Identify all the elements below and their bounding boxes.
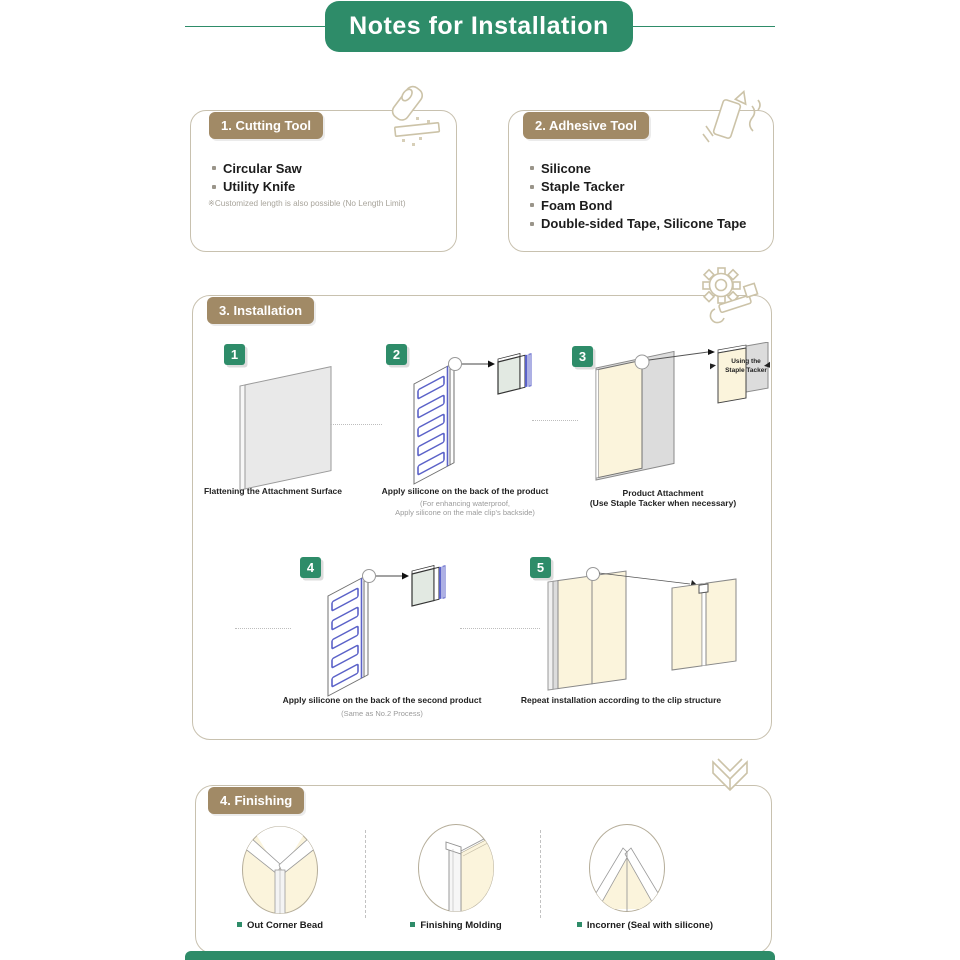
adhesive-item-label: Double-sided Tape, Silicone Tape [541, 216, 747, 232]
bullet-dot-icon [212, 185, 216, 189]
cutting-note: ※Customized length is also possible (No Length Limit) [208, 199, 406, 208]
gear-wrench-icon [697, 263, 761, 327]
adhesive-tool-heading [523, 112, 649, 139]
annotation-line: Staple Tacker [725, 367, 767, 374]
step2-silicone-diagram [398, 350, 543, 492]
finishing-label-block [545, 920, 745, 931]
dashed-divider [540, 830, 541, 918]
step2-subcaption: Apply silicone on the male clip's backside) [395, 508, 535, 517]
silicone-tube-icon [700, 86, 766, 152]
step3-caption: (Use Staple Tacker when necessary) [589, 498, 737, 508]
green-bullet-icon [577, 922, 582, 927]
green-bullet-icon [237, 922, 242, 927]
cutting-tool-title: 1. Cutting Tool [221, 118, 312, 133]
finishing-title: 4. Finishing [220, 793, 293, 808]
list-item [530, 215, 746, 234]
step5-caption: Repeat installation according to the clip structure [520, 695, 722, 705]
cutting-tool-list [212, 159, 302, 196]
list-item [212, 178, 302, 197]
cutting-item-label: Circular Saw [223, 160, 302, 176]
cutting-tool-heading [209, 112, 323, 139]
installation-heading [207, 297, 314, 324]
step5-repeat-diagram [540, 560, 772, 698]
corner-bead-icon [706, 757, 756, 811]
step-number: 4 [306, 560, 315, 575]
step4-subcaption: (Same as No.2 Process) [341, 709, 423, 718]
step2-caption: Apply silicone on the back of the product [381, 486, 549, 496]
step3-caption: Product Attachment [622, 488, 704, 498]
step-number: 3 [578, 349, 587, 364]
finishing-heading [208, 787, 304, 814]
adhesive-item-label: Staple Tacker [541, 179, 625, 195]
step2-caption-block [355, 486, 575, 517]
step-number: 5 [536, 560, 545, 575]
finishing-item-label: Out Corner Bead [246, 920, 323, 931]
incorner-diagram [588, 823, 666, 913]
page-title: Notes for Installation [349, 12, 609, 40]
bullet-dot-icon [530, 203, 534, 207]
step4-caption: Apply silicone on the back of the second product [282, 695, 482, 705]
step-number: 1 [230, 347, 239, 362]
adhesive-tool-title: 2. Adhesive Tool [535, 118, 637, 133]
adhesive-item-label: Silicone [541, 160, 591, 176]
adhesive-tool-list [530, 159, 746, 233]
finishing-item-label: Incorner (Seal with silicone) [586, 920, 714, 931]
annotation-line: Using the [731, 358, 761, 365]
bullet-dot-icon [212, 166, 216, 170]
finishing-label-block [180, 920, 380, 931]
bullet-dot-icon [530, 222, 534, 226]
step4-silicone-diagram [312, 562, 457, 704]
step4-caption-block [267, 695, 497, 718]
step-number: 2 [392, 347, 401, 362]
list-item [212, 159, 302, 178]
utility-knife-icon [372, 84, 446, 158]
step2-subcaption: (For enhancing waterproof, [419, 499, 511, 508]
out-corner-bead-diagram [241, 825, 319, 915]
page-title-banner [325, 1, 633, 52]
bottom-section-bar [185, 951, 775, 960]
step1-caption: Flattening the Attachment Surface [203, 486, 343, 496]
list-item [530, 178, 746, 197]
green-bullet-icon [410, 922, 415, 927]
adhesive-item-label: Foam Bond [541, 197, 613, 213]
dotted-separator [235, 628, 291, 629]
finishing-label-block [356, 920, 556, 931]
cutting-item-label: Utility Knife [223, 179, 296, 195]
dashed-divider [365, 830, 366, 918]
bullet-dot-icon [530, 185, 534, 189]
step3-caption-block [563, 488, 763, 508]
bullet-dot-icon [530, 166, 534, 170]
list-item [530, 196, 746, 215]
finishing-molding-diagram [417, 823, 495, 913]
step3-annotation [722, 357, 770, 375]
dotted-separator [330, 424, 382, 425]
finishing-item-label: Finishing Molding [420, 920, 502, 931]
dotted-separator [460, 628, 540, 629]
installation-title: 3. Installation [219, 303, 303, 318]
list-item [530, 159, 746, 178]
step1-panel-diagram [226, 356, 346, 496]
